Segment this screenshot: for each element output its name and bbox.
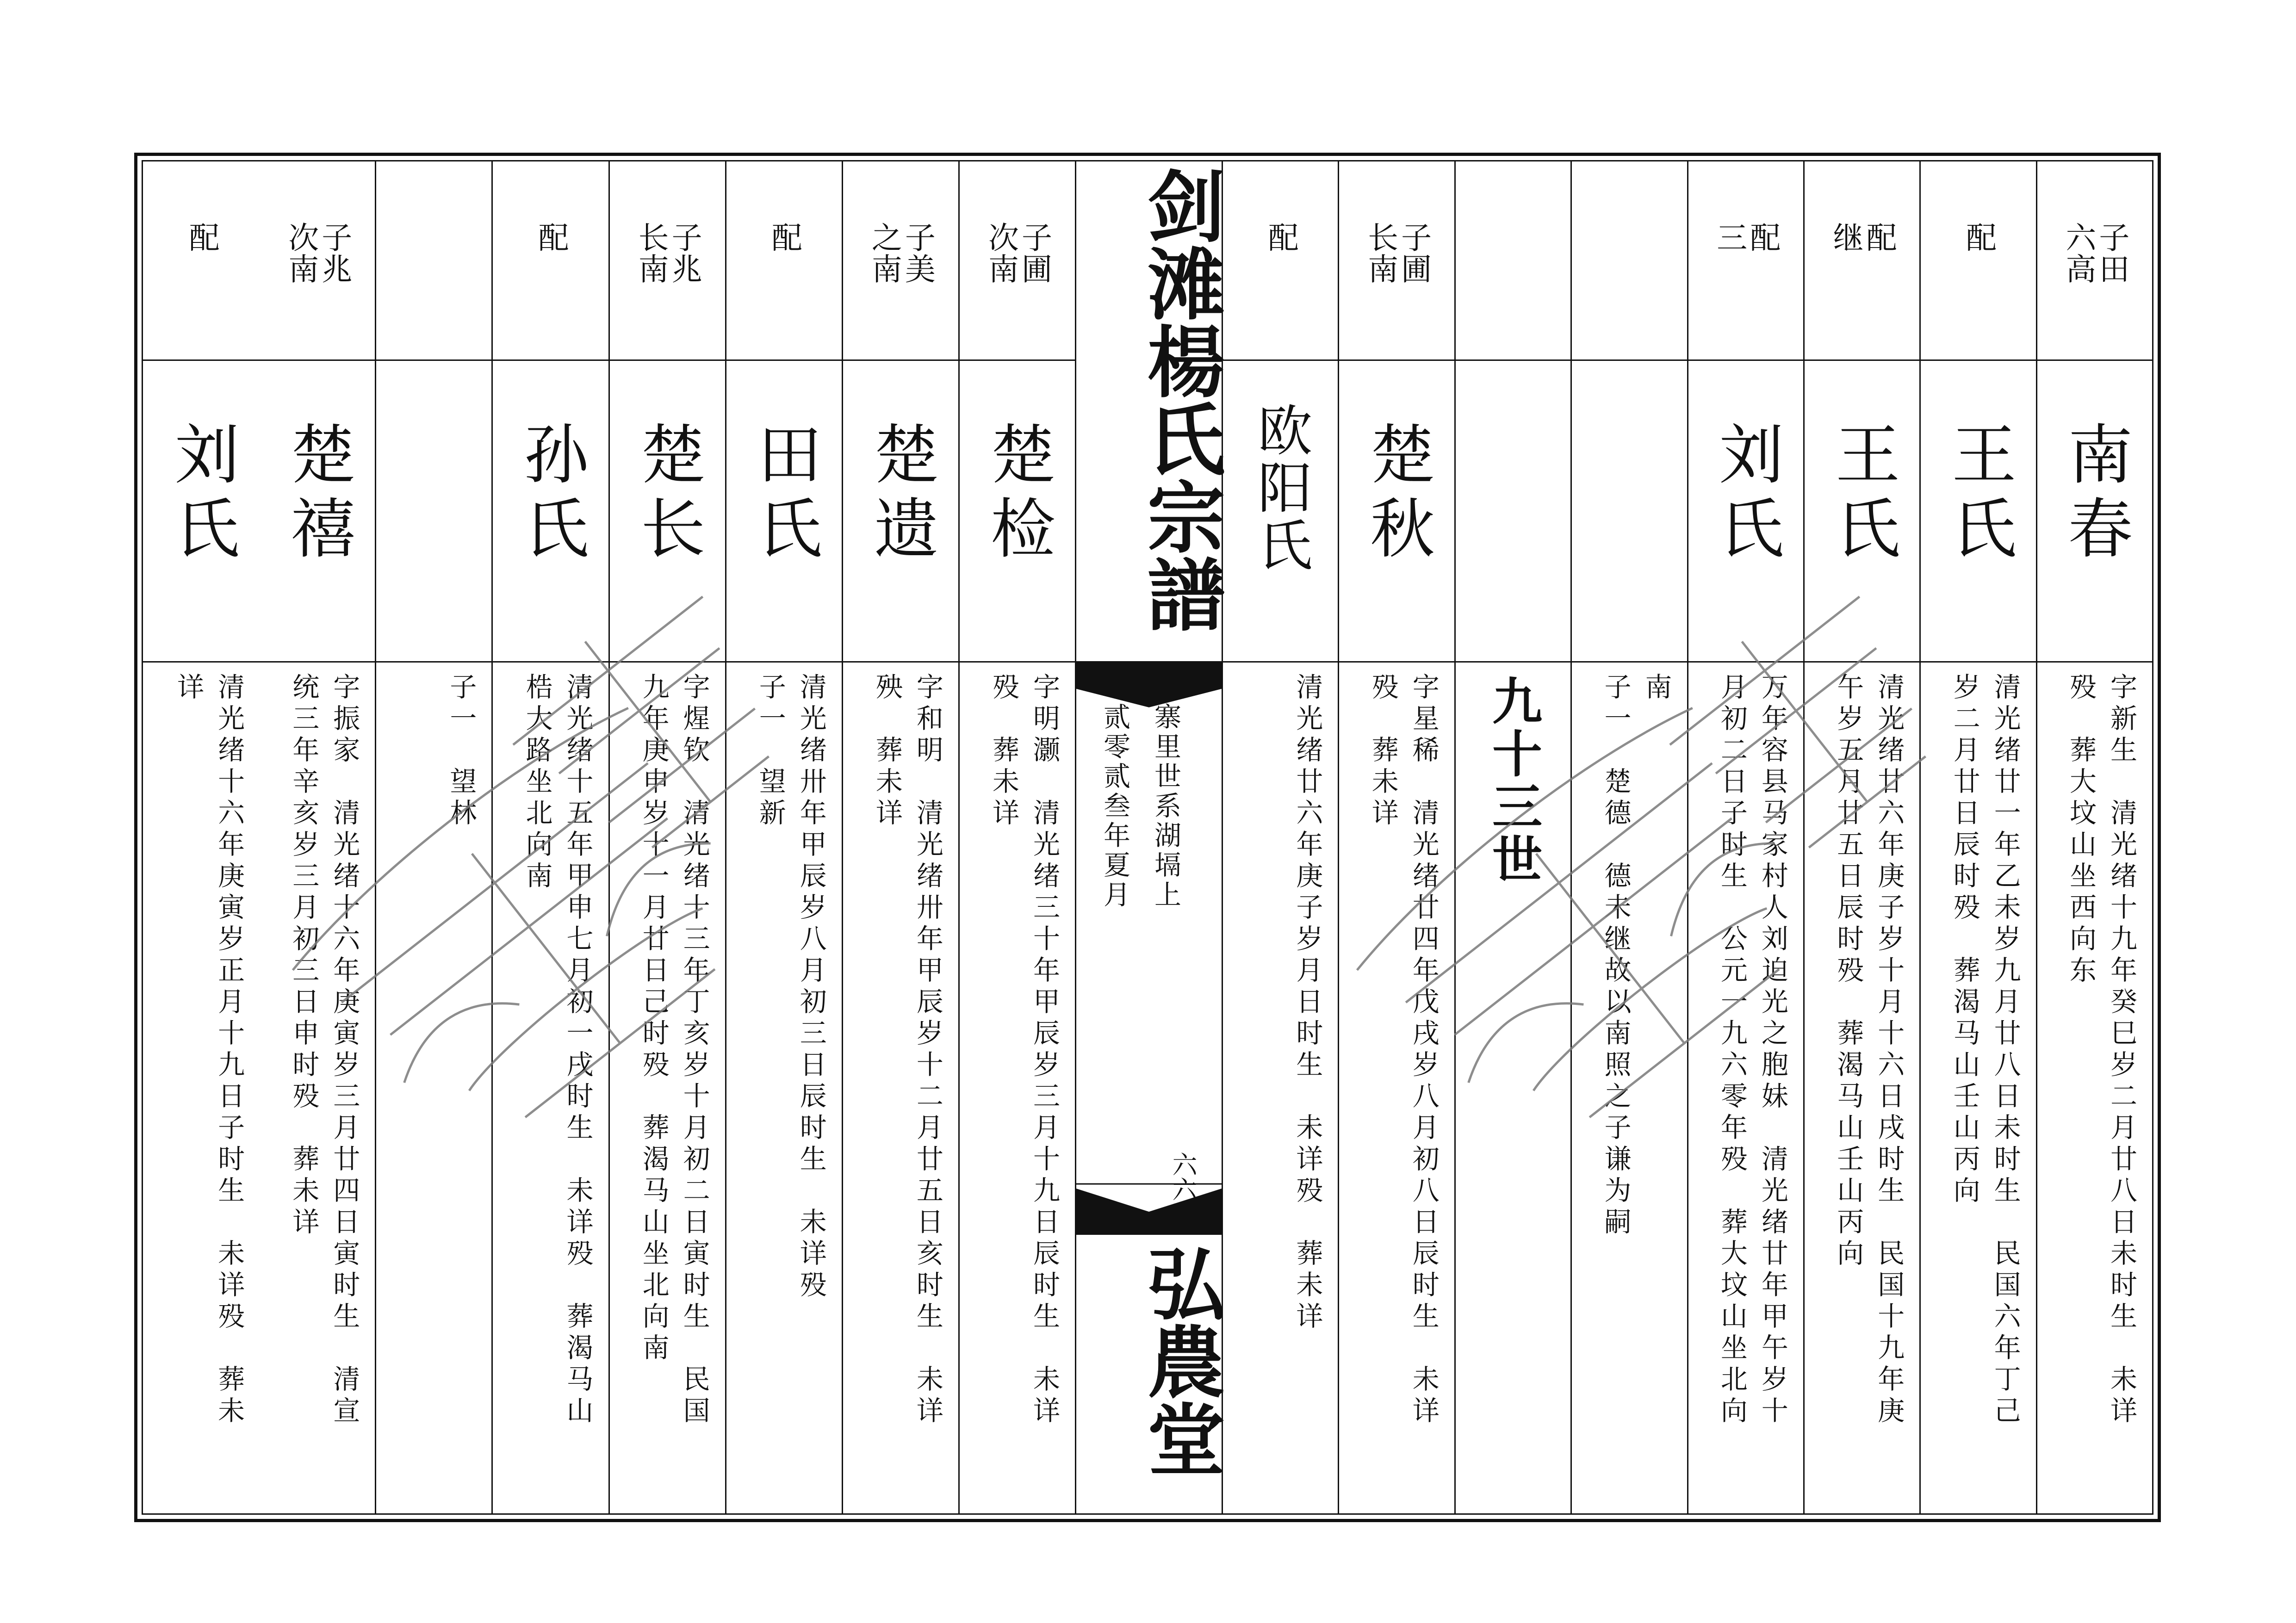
entry-column-12 — [610, 161, 726, 1513]
person-name: 欧阳氏 — [1248, 402, 1313, 574]
entry-column-7 — [1339, 161, 1455, 1513]
relation-label: 继 配 — [1828, 222, 1897, 253]
relation-label — [1456, 222, 1570, 342]
entry-description: 子一 望林 — [445, 673, 477, 830]
entry-column-11 — [726, 161, 843, 1513]
entry-description: 清光绪廿六年庚子岁月日时生 未详殁 葬未详 — [1291, 673, 1323, 1333]
person-name: 楚长 — [630, 421, 706, 569]
person-name: 王氏 — [1941, 421, 2017, 569]
person-name: 刘氏 — [1708, 421, 1784, 569]
relation-label: 配 — [184, 222, 220, 253]
entry-column-13 — [493, 161, 609, 1513]
relation-label: 六高 子田 — [2060, 222, 2129, 285]
person-name: 楚检 — [980, 421, 1055, 569]
relation-label: 三 配 — [1711, 222, 1781, 253]
relation-label: 之南 子美 — [866, 222, 936, 285]
relation-label: 配 — [1263, 222, 1299, 253]
relation-label: 配 — [533, 222, 569, 253]
entry-column-2 — [1921, 161, 2037, 1513]
person-name: 孙氏 — [513, 421, 589, 569]
relation-label — [1572, 222, 1687, 342]
relation-label: 长南 子圃 — [1362, 222, 1432, 285]
book-title: 剑滩楊氏宗譜 — [1135, 166, 1226, 632]
hall-name: 弘農堂 — [1135, 1244, 1226, 1477]
entry-description: 字振家 清光绪十六年庚寅岁三月廿四日寅时生 清宣 统三年辛亥岁三月初三日申时殁 葬未详 — [288, 673, 360, 1428]
entry-description: 字和明 清光绪卅年甲辰岁十二月廿五日亥时生 未详 殃 葬未详 — [871, 673, 943, 1428]
book-spine — [1076, 161, 1226, 1513]
entry-description: 字新生 清光绪十九年癸巳岁二月廿八日未时生 未详 殁 葬大坟山坐西向东 — [2065, 673, 2137, 1428]
book-location: 寨里世系湖塥上 — [1150, 703, 1181, 910]
entry-column-3 — [1805, 161, 1921, 1513]
entry-description: 清光绪廿一年乙未岁九月廿八日未时生 民国六年丁己 岁二月廿日辰时殁 葬渴马山壬山丙向 — [1948, 673, 2021, 1428]
entry-column-4 — [1688, 161, 1805, 1513]
generation-label: 九十三世 — [1483, 675, 1542, 886]
spine-info-band — [1076, 661, 1222, 1235]
entry-description: 清光绪卅年甲辰岁八月初三日辰时生 未详殁 子一 望新 — [754, 673, 827, 1302]
relation-label: 配 — [766, 222, 802, 253]
spine-fishtail — [1076, 661, 1222, 1235]
entry-column-10 — [843, 161, 960, 1513]
entry-column-8 — [1223, 161, 1339, 1513]
page-number: 六六 — [1168, 1152, 1198, 1202]
person-name: 王氏 — [1824, 421, 1900, 569]
entry-description: 字明灏 清光绪三十年甲辰岁三月十九日辰时生 未详 殁 葬未详 — [988, 673, 1060, 1428]
relation-label — [376, 222, 491, 342]
person-name: 楚禧 — [279, 421, 355, 569]
entry-column-5 — [1572, 161, 1688, 1513]
entry-description: 南 子一 楚德 德未继故以南照之子谦为嗣 — [1600, 673, 1672, 1239]
entry-description: 字煋钦 清光绪十三年丁亥岁十月初二日寅时生 民国 九年庚申岁十一月廿日己时殁 葬渴马山坐北向南 — [638, 673, 710, 1428]
entry-description: 字星稀 清光绪廿四年戊戌岁八月初八日辰时生 未详 殁 葬未详 — [1367, 673, 1440, 1428]
person-name: 南春 — [2057, 421, 2133, 569]
person-name: 刘氏 — [164, 421, 240, 569]
entry-column-6 — [1456, 161, 1572, 1513]
person-name: 楚遗 — [863, 421, 939, 569]
entry-column-15 — [260, 161, 376, 1513]
entry-column-9 — [960, 161, 1076, 1513]
relation-label: 次南 子圃 — [983, 222, 1052, 285]
entry-column-14 — [376, 161, 493, 1513]
person-name: 楚秋 — [1359, 421, 1435, 569]
relation-label: 长南 子兆 — [633, 222, 702, 285]
relation-label: 配 — [1961, 222, 1997, 253]
person-name: 田氏 — [746, 421, 822, 569]
entry-description: 清光绪十六年庚寅岁正月十九日子时生 未详殁 葬未 详 — [173, 673, 245, 1428]
entry-column-16 — [143, 161, 260, 1513]
relation-label: 次南 子兆 — [283, 222, 352, 285]
entry-column-1 — [2037, 161, 2153, 1513]
entry-description: 清光绪十五年甲申七月初一戌时生 未详殁 葬渴马山 梏大路坐北向南 — [521, 673, 594, 1428]
entry-description: 万年容县马家村人刘迫光之胞妹 清光绪廿年甲午岁十 月初二日子时生 公元一九六零年殁 葬大坟山坐北向 — [1716, 673, 1788, 1428]
entry-description: 清光绪廿六年庚子岁十月十六日戌时生 民国十九年庚 午岁五月廿五日辰时殁 葬渴马山壬山丙向 — [1832, 673, 1905, 1428]
book-date: 贰零贰叁年夏月 — [1099, 703, 1130, 910]
